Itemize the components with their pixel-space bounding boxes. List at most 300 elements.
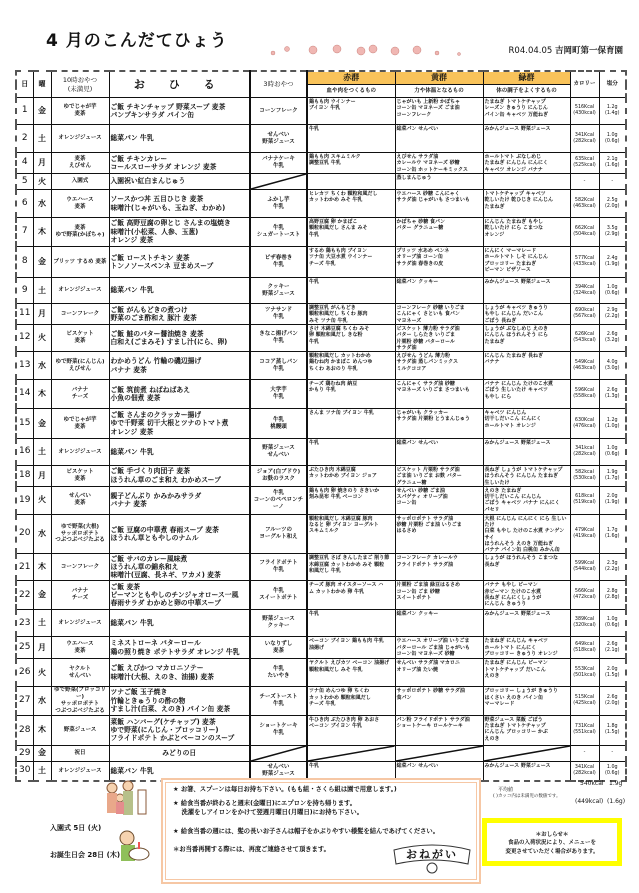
day-cell xyxy=(16,153,33,174)
menu-row xyxy=(16,554,626,581)
salt-cell xyxy=(599,715,626,745)
salt-cell xyxy=(599,514,626,554)
salt-cell xyxy=(599,439,626,466)
calorie-cell xyxy=(570,190,599,218)
lunch-cell-text: ご飯 麦茶 ピーマンともやしのチンジャオロース一風 春雨サラダ わかめと卵の中華スープ xyxy=(110,582,239,608)
salt-cell xyxy=(599,247,626,278)
lunch-cell xyxy=(109,637,250,659)
morning-snack-cell-text: ヤクルト せんべい xyxy=(69,665,91,679)
salt-cell-text: 2.1g (1.6g) xyxy=(605,157,620,168)
weekday-cell-text: 月 xyxy=(38,642,46,652)
morning-snack-cell-text: 麦茶 ゆで野菜(かぼちゃ) xyxy=(55,225,105,238)
day-cell xyxy=(16,247,33,278)
salt-cell-text: - xyxy=(611,750,614,756)
yellow-group-cell xyxy=(395,637,483,659)
calorie-cell-text: 618kcal (519kcal) xyxy=(573,494,596,506)
lunch-cell-text: ご飯 チキンカレー コールスローサラダ オレンジ 麦茶 xyxy=(110,154,217,171)
day-cell-text: 1 xyxy=(21,105,28,116)
red-group-cell-text: 調整豆乳 がんもどき 顆粒和風だし ちくわ 豚肉 みそ ツナ缶 牛乳 xyxy=(309,305,368,324)
weekday-cell-text: 土 xyxy=(38,285,46,295)
day-cell-text: 9 xyxy=(21,284,28,295)
lunch-cell xyxy=(109,190,250,218)
green-group-cell-text: しょうが ぶなしめじ えのき にんじん ほうれんそう にら たまねぎ xyxy=(484,326,548,345)
green-group-cell-text: しょうが ほうれんそう こまつな 長ねぎ xyxy=(484,555,558,568)
green-group-cell xyxy=(483,745,570,761)
col-red-sub: 血や肉をつくるもの xyxy=(307,85,395,98)
lunch-cell xyxy=(109,352,250,380)
morning-snack-cell-text: プリッツ するめ 麦茶 xyxy=(53,258,107,265)
weekday-cell-text: 木 xyxy=(38,725,46,735)
weekday-cell-text: 月 xyxy=(38,470,46,480)
red-group-cell-text: 牛乳 xyxy=(309,611,320,618)
green-group-cell xyxy=(483,278,570,304)
salt-cell-text: 2.4g (1.9g) xyxy=(605,256,620,267)
afternoon-snack-cell-text: きなこ揚げパン 牛乳 xyxy=(259,331,298,344)
red-group-cell-text: ツナ缶 めんつゆ 卵 ちくわ カットわかめ 顆粒和風だし チーズ 牛乳 xyxy=(309,688,371,707)
menu-row xyxy=(16,125,626,153)
afternoon-snack-cell-text: コーンフレーク xyxy=(259,107,298,114)
day-cell-text: 29 xyxy=(19,747,31,758)
afternoon-snack-cell-text: チーズトースト 牛乳 xyxy=(259,694,298,707)
day-cell-text: 27 xyxy=(19,695,31,706)
menu-row xyxy=(16,98,626,125)
green-group-cell xyxy=(483,352,570,380)
salt-cell xyxy=(599,610,626,637)
green-group-cell xyxy=(483,174,570,190)
salt-cell-text: 2.0g (1.9g) xyxy=(605,494,620,506)
red-group-cell-text: 牛ひき肉 ぶたひき肉 卵 あおさ ベーコン ブイヨン 牛乳 xyxy=(309,716,380,729)
day-cell xyxy=(16,278,33,304)
morning-snack-cell xyxy=(51,687,109,716)
green-group-cell-text: たまねぎ トマトケチャップ レーズン きゅうり にんじん パイン缶 キャベツ 万能ねぎ xyxy=(484,99,548,118)
green-group-cell xyxy=(483,687,570,716)
weekday-cell-text: 水 xyxy=(38,360,46,370)
yellow-group-cell xyxy=(395,153,483,174)
lunch-cell xyxy=(109,325,250,352)
morning-snack-cell xyxy=(51,486,109,514)
lunch-cell xyxy=(109,554,250,581)
green-group-cell xyxy=(483,247,570,278)
yellow-group-cell-text: えびせん うどん 薄力粉 サラダ油 蒸しパンミックス ミルクココア xyxy=(396,353,459,372)
weekday-cell-text: 月 xyxy=(38,309,46,318)
menu-row xyxy=(16,409,626,439)
morning-snack-cell xyxy=(51,247,109,278)
day-cell-text: 25 xyxy=(19,642,31,653)
calorie-cell xyxy=(570,325,599,352)
salt-cell xyxy=(599,190,626,218)
yellow-group-cell-text: サッポロポテト サラダ油 砂糖 片栗粉 ごま油 いりごま はるさめ xyxy=(396,515,462,535)
calorie-cell xyxy=(570,486,599,514)
lunch-cell-text: ご飯 さんまのクラッカー揚げ ゆで千野菜 切干大根とツナのトマト煮 オレンジ 麦茶 xyxy=(110,410,229,436)
salt-cell xyxy=(599,409,626,439)
lunch-cell-text: わかめうどん 竹輪の磯辺揚げ バナナ 麦茶 xyxy=(110,357,202,374)
page-title: 4 月のこんだてひょう xyxy=(46,31,228,51)
morning-snack-cell xyxy=(51,190,109,218)
lunch-cell-text: ソースかつ丼 五目ひじき 麦茶 味噌汁(じゃがいも、玉ねぎ、わかめ) xyxy=(110,195,226,212)
green-group-cell xyxy=(483,304,570,325)
calorie-cell xyxy=(570,153,599,174)
morning-snack-cell xyxy=(51,218,109,247)
calorie-cell-text: 515Kcal (425kcal) xyxy=(573,695,596,706)
red-group-cell xyxy=(307,380,395,409)
afternoon-snack-cell-text: フルーツの ヨーグルト和え xyxy=(259,527,298,540)
lunch-cell-text: 総菜パン 牛乳 xyxy=(110,619,154,627)
red-group-cell-text: 牛乳 xyxy=(309,762,320,769)
calorie-cell xyxy=(570,745,599,761)
col-yellow-group: 黄群 xyxy=(395,71,483,85)
morning-snack-cell xyxy=(51,439,109,466)
yellow-group-cell-text: 総菜パン せんべい xyxy=(396,762,439,769)
afternoon-snack-cell-text: ピザ春巻き 牛乳 xyxy=(264,255,293,268)
calorie-cell xyxy=(570,174,599,190)
weekday-cell xyxy=(33,761,51,781)
weekday-cell xyxy=(33,514,51,554)
salt-cell-text: 1.8g (1.5g) xyxy=(605,724,620,736)
calorie-cell xyxy=(570,514,599,554)
red-group-cell xyxy=(307,247,395,278)
calorie-cell-text: 341kcal (282kcal) xyxy=(573,446,596,457)
green-group-cell xyxy=(483,409,570,439)
day-cell xyxy=(16,98,33,125)
red-group-cell-text: 牛乳 xyxy=(309,126,320,132)
calorie-cell-text: 394Kcal (324kcal) xyxy=(573,284,596,296)
weekday-cell-text: 月 xyxy=(38,158,46,167)
diagonal-strike xyxy=(484,746,570,761)
day-cell xyxy=(16,174,33,190)
red-group-cell xyxy=(307,98,395,125)
morning-snack-cell-text: コーンフレーク xyxy=(60,310,100,317)
red-group-cell xyxy=(307,352,395,380)
red-group-cell-text: 牛乳 xyxy=(309,440,320,446)
day-cell-text: 13 xyxy=(19,359,31,370)
menu-row xyxy=(16,153,626,174)
red-group-cell-text: さけ 木綿豆腐 ちくわ みそ 卵 顆粒和風だし きな粉 牛乳 xyxy=(309,326,370,345)
birthday-cake-illustration xyxy=(113,826,153,866)
afternoon-snack-cell xyxy=(250,153,307,174)
day-cell-text: 16 xyxy=(19,446,31,457)
red-group-cell xyxy=(307,687,395,716)
salt-cell-text: 2.6g (1.3g) xyxy=(605,388,620,399)
lunch-cell xyxy=(109,659,250,687)
afternoon-snack-cell-text: せんべい 野菜ジュース xyxy=(262,764,295,777)
salt-cell xyxy=(599,218,626,247)
afternoon-snack-cell xyxy=(250,380,307,409)
afternoon-snack-cell xyxy=(250,409,307,439)
menu-row xyxy=(16,637,626,659)
yellow-group-cell-text: コーンフレーク 砂糖 いりごま こんにゃく さといも 食パン マヨネーズ xyxy=(396,305,465,324)
morning-snack-cell xyxy=(51,715,109,745)
notes-box xyxy=(161,778,481,884)
calorie-cell-text: 662Kcal (504kcal) xyxy=(573,226,596,237)
day-cell xyxy=(16,745,33,761)
salt-cell xyxy=(599,637,626,659)
salt-cell-text: 2.5g (2.0g) xyxy=(605,197,620,209)
green-group-cell xyxy=(483,466,570,487)
salt-cell-text: 2.6g (3.2g) xyxy=(605,332,620,343)
salt-cell xyxy=(599,486,626,514)
yellow-group-cell-text: プリッツ 水あめ ペンネ オリーブ油 コーン缶 サラダ油 春巻きの皮 xyxy=(396,248,450,267)
green-group-cell-text: えのき たまねぎ 切干しだいこん にんじん ごぼう キャベツ バナナ にんにく パセリ xyxy=(484,487,560,513)
calorie-cell-text: 479Kcal (419kcal) xyxy=(573,528,596,539)
weekday-cell-text: 金 xyxy=(38,106,46,115)
red-group-cell-text: 顆粒和風だし カットわかめ 鶏むね肉 かまぼこ めんつゆ ちくわ あおのり 牛乳 xyxy=(309,353,373,372)
yellow-group-cell xyxy=(395,466,483,487)
calorie-cell-text: 599Kcal (544kcal) xyxy=(573,561,596,573)
salt-cell xyxy=(599,554,626,581)
weekday-cell xyxy=(33,554,51,581)
morning-snack-cell-text: コーンフレーク xyxy=(60,563,100,570)
green-group-cell xyxy=(483,715,570,745)
salt-cell-text: 2.9g (2.2g) xyxy=(605,308,620,319)
morning-snack-cell-text: ウエハース 麦茶 xyxy=(66,196,94,210)
day-cell-text: 22 xyxy=(19,589,31,600)
green-group-cell xyxy=(483,659,570,687)
lunch-cell-text: 総菜パン 牛乳 xyxy=(110,134,154,143)
day-cell xyxy=(16,125,33,153)
col-morning-snack: 10時おやつ (未満児) xyxy=(51,71,109,98)
yellow-group-cell xyxy=(395,554,483,581)
yellow-group-cell-text: 総菜パン クッキー xyxy=(396,611,439,618)
calorie-cell xyxy=(570,278,599,304)
note-resume: ＊お当番再開する際には、再度ご連絡させて頂きます。 xyxy=(173,846,330,853)
calorie-cell xyxy=(570,637,599,659)
morning-snack-cell xyxy=(51,745,109,761)
afternoon-snack-cell xyxy=(250,247,307,278)
salt-cell-text: 1.0g (0.6g) xyxy=(605,765,620,776)
weekday-cell xyxy=(33,581,51,610)
morning-snack-cell xyxy=(51,380,109,409)
calorie-cell xyxy=(570,352,599,380)
yellow-group-cell xyxy=(395,304,483,325)
lunch-cell-text: ツナご飯 玉子焼き 竹輪ときゅうりの酢の物 すまし汁(白菜、えのき) パイン缶 麦茶 xyxy=(110,688,231,714)
yellow-group-cell-text: せんべい サラダ油 マカロニ オリーブ油 たい焼 xyxy=(396,660,460,673)
morning-snack-cell-text: バナナ チーズ xyxy=(71,387,89,400)
menu-row xyxy=(16,380,626,409)
day-cell xyxy=(16,514,33,554)
lunch-cell-text: 総菜パン 牛乳 xyxy=(110,286,154,295)
morning-snack-cell-text: オレンジジュース xyxy=(58,287,102,294)
col-lunch: お ひ る xyxy=(109,71,250,98)
morning-snack-cell xyxy=(51,325,109,352)
weekday-cell xyxy=(33,466,51,487)
day-cell xyxy=(16,380,33,409)
morning-snack-cell-text: ゆでじゃが芋 麦茶 xyxy=(63,104,97,117)
afternoon-snack-cell-text: バナナケーキ 牛乳 xyxy=(262,156,295,169)
calorie-cell-text: 635kcal (525kcal) xyxy=(573,157,596,168)
average-salt-child: (1.6g) xyxy=(607,798,626,805)
yellow-group-cell-text: 蒸しまんじゅう xyxy=(396,175,432,181)
afternoon-snack-cell xyxy=(250,687,307,716)
calorie-cell-text: 516Kcal (430kcal) xyxy=(573,105,596,116)
green-group-cell-text: しょうが キャベツ きゅうり もやし にんじん だいこん ごぼう 長ねぎ xyxy=(484,305,548,324)
day-cell xyxy=(16,352,33,380)
green-group-cell-text: たまねぎ にんじん ピーマン トマトケチャップ だいこん えのき xyxy=(484,660,548,679)
day-cell xyxy=(16,637,33,659)
green-group-cell xyxy=(483,380,570,409)
morning-snack-cell-text: ゆで野菜(にんじん) えびせん xyxy=(55,358,105,372)
day-cell xyxy=(16,687,33,716)
green-group-cell-text: みかんジュース 野菜ジュース xyxy=(484,611,551,618)
lunch-cell-text: ご飯 豆腐の中華煮 春雨スープ 麦茶 ほうれん草ともやしのナムル xyxy=(110,525,219,542)
col-green-sub: 体の調子をよくするもの xyxy=(483,85,570,98)
menu-row xyxy=(16,304,626,325)
salt-cell xyxy=(599,761,626,781)
calorie-cell-text: - xyxy=(583,178,586,184)
green-group-cell xyxy=(483,190,570,218)
green-group-cell-text: トマトケチャップ キャベツ 乾しいたけ 乾ひじき にんじん たまねぎ xyxy=(484,191,553,210)
lunch-cell xyxy=(109,715,250,745)
afternoon-snack-cell-text: 牛乳 スイートポテト xyxy=(259,588,298,602)
lunch-cell-text: 総菜パン 牛乳 xyxy=(110,447,154,456)
green-group-cell xyxy=(483,98,570,125)
day-cell-text: 14 xyxy=(19,388,31,399)
salt-cell-text: 3.5g (2.9g) xyxy=(605,226,620,237)
yellow-group-cell xyxy=(395,581,483,610)
col-afternoon-snack: 3時おやつ xyxy=(250,71,307,98)
menu-table xyxy=(15,70,627,782)
day-cell xyxy=(16,439,33,466)
morning-snack-cell xyxy=(51,466,109,487)
calorie-cell-text: - xyxy=(583,750,586,756)
col-yellow-sub: 力や体温となるもの xyxy=(395,85,483,98)
afternoon-snack-cell-text: 牛乳 シュガートースト xyxy=(256,225,301,238)
menu-row xyxy=(16,486,626,514)
day-cell xyxy=(16,304,33,325)
day-cell xyxy=(16,659,33,687)
calorie-cell xyxy=(570,554,599,581)
calorie-cell-text: 341Kcal (282kcal) xyxy=(573,132,596,144)
day-cell-text: 8 xyxy=(21,256,28,267)
day-cell-text: 12 xyxy=(19,332,31,343)
day-cell xyxy=(16,715,33,745)
salt-cell xyxy=(599,352,626,380)
yellow-group-cell xyxy=(395,439,483,466)
menu-row xyxy=(16,610,626,637)
col-day: 日 xyxy=(16,71,33,98)
menu-row xyxy=(16,466,626,487)
yellow-group-cell-text: パン粉 フライドポテト サラダ油 ショートケーキ ロールケーキ xyxy=(396,716,470,729)
menu-row xyxy=(16,278,626,304)
yellow-group-cell xyxy=(395,352,483,380)
afternoon-snack-cell xyxy=(250,486,307,514)
red-group-cell xyxy=(307,190,395,218)
weekday-cell-text: 土 xyxy=(38,133,46,143)
red-group-cell-text: ヒレカツ ちくわ 顆粒和風だし カットわかめ みそ 牛乳 xyxy=(309,191,378,204)
yellow-group-cell xyxy=(395,687,483,716)
lunch-cell xyxy=(109,153,250,174)
col-salt: 塩分 xyxy=(599,71,626,98)
weekday-cell xyxy=(33,153,51,174)
weekday-cell-text: 水 xyxy=(38,529,46,538)
afternoon-snack-cell xyxy=(250,554,307,581)
morning-snack-cell-text: ゆでじゃが芋 麦茶 xyxy=(63,416,97,430)
day-cell-text: 20 xyxy=(19,528,31,539)
yellow-group-cell xyxy=(395,610,483,637)
day-cell-text: 23 xyxy=(19,617,31,628)
afternoon-snack-cell-text: クッキー 野菜ジュース xyxy=(262,283,295,297)
morning-snack-cell-text: ウエハース 麦茶 xyxy=(66,640,94,654)
issuer: R04.04.05 吉岡町第一保育園 xyxy=(508,46,623,56)
morning-snack-cell-text: 祝日 xyxy=(74,749,86,756)
lunch-cell xyxy=(109,610,250,637)
calorie-cell-text: 649kcal (518kcal) xyxy=(573,641,596,653)
calorie-cell-text: 630Kcal (476kcal) xyxy=(573,417,596,429)
morning-snack-cell xyxy=(51,409,109,439)
day-cell xyxy=(16,610,33,637)
afternoon-snack-cell-text: ツナサンド 牛乳 xyxy=(264,307,293,320)
lunch-cell xyxy=(109,125,250,153)
green-group-cell xyxy=(483,554,570,581)
red-group-cell xyxy=(307,610,395,637)
red-group-cell xyxy=(307,278,395,304)
red-group-cell xyxy=(307,325,395,352)
weekday-cell xyxy=(33,325,51,352)
lunch-cell-text: ご飯 チキンチャップ 野菜スープ 麦茶 パンプキンサラダ パイン缶 xyxy=(110,102,226,119)
afternoon-snack-cell-text: ふかし芋 牛乳 xyxy=(267,196,290,210)
lunch-cell-text: 入園祝い紅白まんじゅう xyxy=(110,177,186,186)
note-hair: ★ 給食当番の週には、髪の長いお子さんは帽子をかぶりやすい様髪を結んであげてください。 xyxy=(173,828,440,835)
event-entrance-ceremony: 入園式 5日 (火) xyxy=(50,824,102,832)
red-group-cell-text: ベーコン ブイヨン 鶏もも肉 牛乳 油揚げ xyxy=(309,638,384,651)
red-group-cell xyxy=(307,304,395,325)
afternoon-snack-cell xyxy=(250,745,307,761)
average-label: 平均値 xyxy=(498,787,514,793)
lunch-cell-text: ご飯 鮭のバター醤油焼き 麦茶 白和え(ごまみそ) すまし汁(にら、卵) xyxy=(110,329,228,346)
weekday-cell xyxy=(33,409,51,439)
morning-snack-cell-text: 麦茶 えびせん xyxy=(68,156,91,169)
yellow-group-cell-text: えびせん サラダ油 カレールウ マヨネーズ 砂糖 コーン缶 ホットケーキミックス xyxy=(396,154,468,173)
salt-cell-text: 1.0g (0.6g) xyxy=(605,284,620,296)
salt-cell-text: 2.6g (2.1g) xyxy=(605,641,620,653)
afternoon-snack-cell xyxy=(250,190,307,218)
weekday-cell-text: 金 xyxy=(38,748,46,758)
afternoon-snack-cell-text: 牛乳 たいやき xyxy=(267,665,290,679)
menu-row xyxy=(16,174,626,190)
morning-snack-cell-text: オレンジジュース xyxy=(58,135,102,142)
morning-snack-cell-text: ゆで野菜(大根) サッポロポテト つぶつぶベジたぶる xyxy=(55,523,105,544)
green-group-cell-text: にんじん たまねぎ もやし 乾しいたけ にら こまつな オレンジ xyxy=(484,219,543,238)
calorie-cell xyxy=(570,610,599,637)
red-group-cell xyxy=(307,659,395,687)
day-cell-text: 18 xyxy=(19,470,31,481)
green-group-cell-text: みかんジュース 野菜ジュース xyxy=(484,126,551,132)
salt-cell xyxy=(599,153,626,174)
salt-cell xyxy=(599,745,626,761)
afternoon-snack-cell-text: 牛乳 コーンのペペロンチーノ xyxy=(253,489,304,510)
green-group-cell-text: バナナ もやし ピーマン 赤ピーマン たけのこ水煮 長ねぎ にんにくしょうが にんじん きゅうり xyxy=(484,582,542,607)
green-group-cell-text: ホールトマト ぶなしめじ たまねぎ にんじん にんにく キャベツ オレンジ バナナ xyxy=(484,154,548,173)
cherry-blossom-decoration xyxy=(265,42,475,58)
lunch-cell xyxy=(109,439,250,466)
red-group-cell xyxy=(307,218,395,247)
red-group-cell xyxy=(307,554,395,581)
yellow-group-cell-text: こんにゃく サラダ油 砂糖 マヨネーズ いりごま さつまいも xyxy=(396,381,470,394)
morning-snack-cell-text: オレンジジュース xyxy=(58,619,102,626)
morning-snack-cell-text: オレンジジュース xyxy=(58,448,102,455)
green-group-cell xyxy=(483,761,570,781)
calorie-cell xyxy=(570,409,599,439)
green-group-cell xyxy=(483,125,570,153)
col-weekday: 曜 xyxy=(33,71,51,98)
day-cell-text: 28 xyxy=(19,724,31,735)
green-group-cell xyxy=(483,325,570,352)
green-group-cell-text: にんじん たまねぎ 長ねぎ バナナ xyxy=(484,353,543,366)
calorie-cell xyxy=(570,715,599,745)
lunch-cell-text: ご飯 サバのカレー風味煮 ほうれん草の錦糸和え 味噌汁(豆腐、長ネギ、ワカメ) 麦茶 xyxy=(110,554,221,580)
afternoon-snack-cell xyxy=(250,352,307,380)
calorie-cell-text: 582kcal (530kcal) xyxy=(573,469,596,481)
weekday-cell xyxy=(33,278,51,304)
